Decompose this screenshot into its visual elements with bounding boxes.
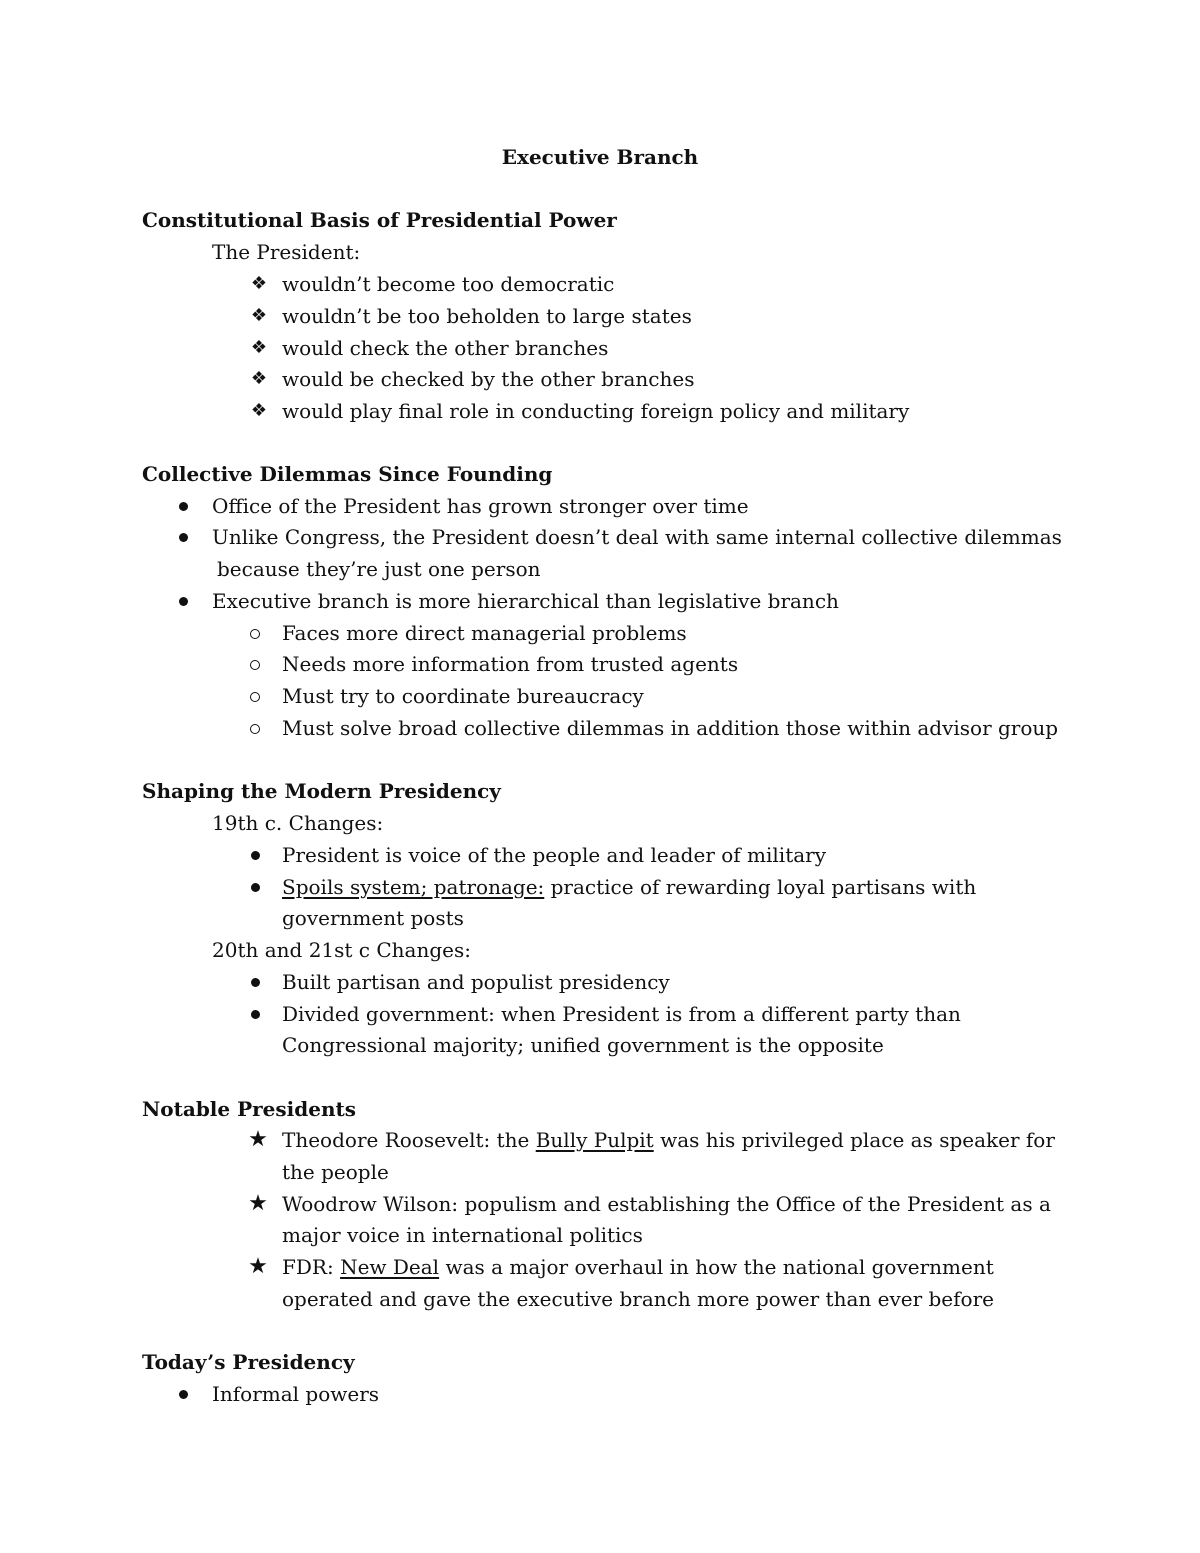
diamond-bullet-icon: ❖	[250, 400, 268, 421]
sub-list-item: Needs more information from trusted agents	[282, 652, 739, 676]
list-item: President is voice of the people and leader of military	[282, 843, 827, 867]
list-item: Informal powers	[212, 1382, 380, 1406]
list-item: Woodrow Wilson: populism and establishing the Office of the President as a	[282, 1192, 1051, 1216]
bullet-dot-icon	[172, 585, 194, 617]
star-bullet-icon: ★	[248, 1191, 268, 1216]
text-run: was a major overhaul in how the national government	[439, 1255, 994, 1279]
list-item-continuation: major voice in international politics	[282, 1223, 643, 1247]
diamond-bullet-icon: ❖	[250, 368, 268, 389]
list-item: Office of the President has grown stronger over time	[212, 494, 749, 518]
sub-list-item: Must solve broad collective dilemmas in addition those within advisor group	[282, 716, 1059, 740]
section-heading-dilemmas: Collective Dilemmas Since Founding	[142, 462, 553, 486]
term-bully-pulpit: Bully Pulpit	[535, 1128, 654, 1152]
list-item-continuation: government posts	[282, 906, 464, 930]
sub-heading-20th-century: 20th and 21st c Changes:	[212, 938, 471, 962]
star-bullet-icon: ★	[248, 1254, 268, 1279]
list-item-continuation: because they’re just one person	[217, 557, 541, 581]
list-item: Unlike Congress, the President doesn’t deal with same internal collective dilemmas	[212, 525, 1062, 549]
bullet-dot-icon	[244, 998, 266, 1030]
list-item	[282, 1251, 994, 1283]
hollow-circle-bullet-icon	[244, 617, 266, 649]
intro-the-president: The President:	[212, 240, 361, 264]
bullet-dot-icon	[172, 1378, 194, 1410]
diamond-bullet-icon: ❖	[250, 337, 268, 358]
list-item: wouldn’t become too democratic	[282, 272, 615, 296]
text-run: was his privileged place as speaker for	[653, 1128, 1055, 1152]
list-item	[282, 1124, 1055, 1156]
definition-text: practice of rewarding loyal partisans with	[544, 875, 977, 899]
sub-list-item: Must try to coordinate bureaucracy	[282, 684, 644, 708]
text-run: Theodore Roosevelt: the	[282, 1128, 536, 1152]
list-item: wouldn’t be too beholden to large states	[282, 304, 692, 328]
bullet-dot-icon	[172, 521, 194, 553]
diamond-bullet-icon: ❖	[250, 305, 268, 326]
hollow-circle-bullet-icon	[244, 648, 266, 680]
section-heading-notable: Notable Presidents	[142, 1097, 356, 1121]
text-run: FDR:	[282, 1255, 341, 1279]
list-item: would play final role in conducting foreign policy and military	[282, 399, 910, 423]
list-item	[282, 871, 976, 903]
list-item: Executive branch is more hierarchical than legislative branch	[212, 589, 839, 613]
section-heading-constitutional: Constitutional Basis of Presidential Power	[142, 208, 617, 232]
bullet-dot-icon	[244, 871, 266, 903]
list-item-continuation: Congressional majority; unified government is the opposite	[282, 1033, 884, 1057]
term-spoils-system: Spoils system; patronage:	[282, 875, 545, 899]
sub-heading-19th-century: 19th c. Changes:	[212, 811, 384, 835]
list-item: Divided government: when President is from a different party than	[282, 1002, 961, 1026]
list-item: would check the other branches	[282, 336, 609, 360]
page-title: Executive Branch	[501, 145, 699, 169]
list-item: would be checked by the other branches	[282, 367, 695, 391]
bullet-dot-icon	[244, 839, 266, 871]
list-item: Built partisan and populist presidency	[282, 970, 670, 994]
section-heading-modern: Shaping the Modern Presidency	[142, 779, 501, 803]
sub-list-item: Faces more direct managerial problems	[282, 621, 687, 645]
bullet-dot-icon	[172, 490, 194, 522]
star-bullet-icon: ★	[248, 1127, 268, 1152]
list-item-continuation: the people	[282, 1160, 389, 1184]
hollow-circle-bullet-icon	[244, 712, 266, 744]
list-item-continuation: operated and gave the executive branch more power than ever before	[282, 1287, 994, 1311]
term-new-deal: New Deal	[340, 1255, 440, 1279]
bullet-dot-icon	[244, 966, 266, 998]
hollow-circle-bullet-icon	[244, 680, 266, 712]
diamond-bullet-icon: ❖	[250, 273, 268, 294]
section-heading-today: Today’s Presidency	[142, 1350, 355, 1374]
